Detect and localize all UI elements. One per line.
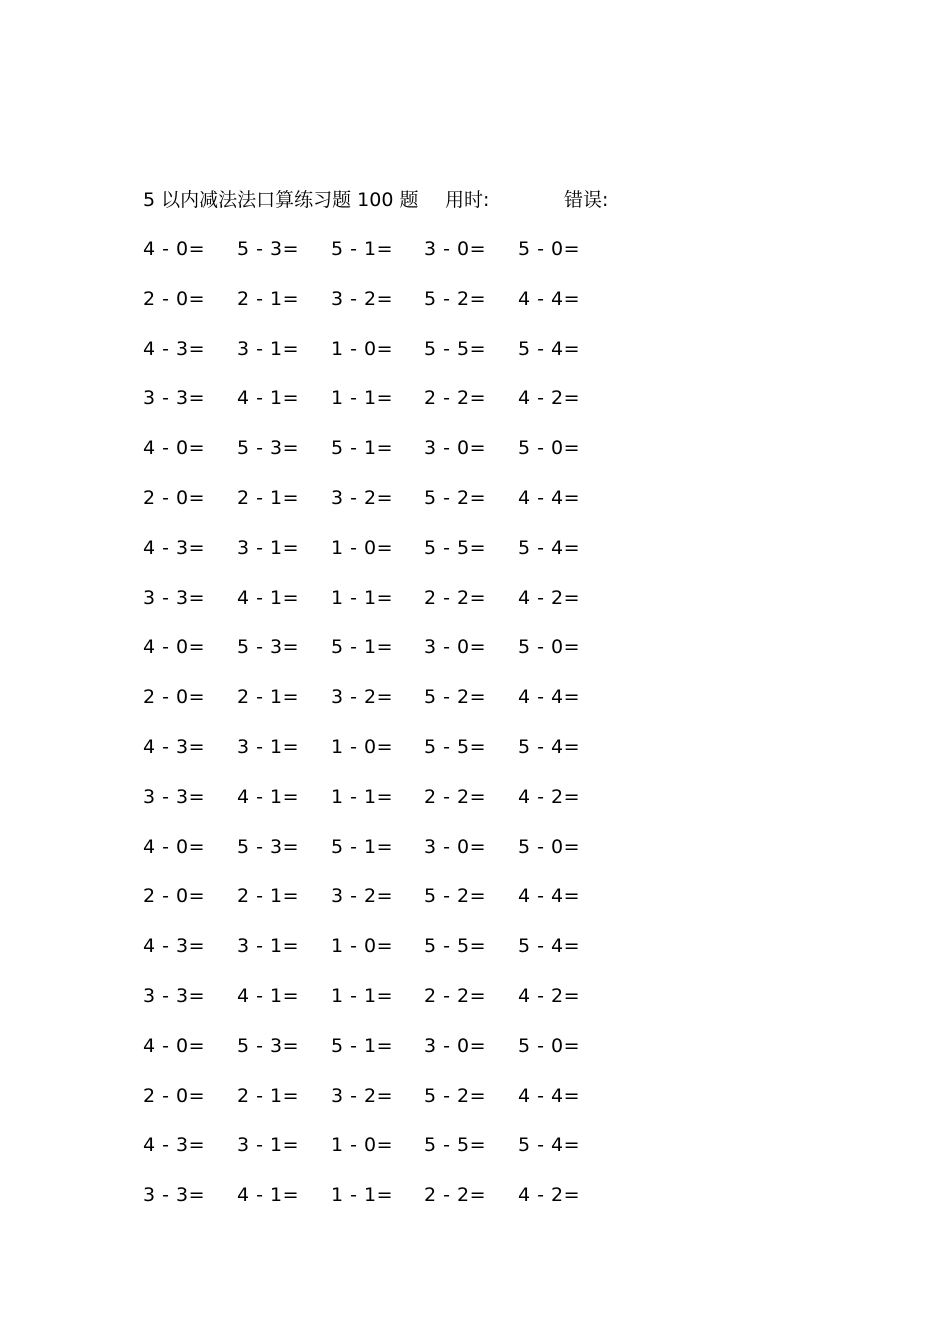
problem-item: 3 - 0=	[424, 238, 487, 260]
problem-item: 4 - 2=	[518, 387, 581, 410]
problem-item: 1 - 1=	[331, 984, 394, 1007]
problem-item: 3 - 0=	[424, 437, 487, 460]
problem-item: 1 - 1=	[331, 387, 394, 410]
problem-item: 5 - 3=	[237, 1034, 300, 1057]
problem-item: 2 - 1=	[237, 885, 300, 908]
problem-item: 4 - 1=	[237, 1184, 300, 1207]
problem-row	[143, 980, 663, 1030]
problem-item: 5 - 4=	[518, 935, 581, 958]
problem-item: 5 - 1=	[331, 238, 394, 260]
problem-item: 2 - 1=	[237, 1084, 300, 1107]
problem-item: 2 - 1=	[237, 486, 300, 509]
problem-item: 3 - 3=	[143, 586, 206, 609]
problem-row	[143, 532, 663, 582]
problem-row	[143, 631, 663, 681]
problem-item: 5 - 1=	[331, 835, 394, 858]
problem-item: 4 - 3=	[143, 536, 206, 559]
problem-item: 3 - 2=	[331, 486, 394, 509]
problem-item: 4 - 0=	[143, 437, 206, 460]
problem-item: 2 - 0=	[143, 486, 206, 509]
problem-item: 4 - 2=	[518, 586, 581, 609]
problem-item: 5 - 4=	[518, 735, 581, 758]
problem-item: 3 - 2=	[331, 686, 394, 709]
problem-item: 2 - 2=	[424, 785, 487, 808]
problem-item: 4 - 4=	[518, 287, 581, 310]
problem-item: 5 - 5=	[424, 337, 487, 360]
problem-item: 2 - 2=	[424, 984, 487, 1007]
problem-item: 5 - 0=	[518, 238, 581, 260]
problem-item: 4 - 4=	[518, 885, 581, 908]
problem-row	[143, 432, 663, 482]
problem-item: 4 - 0=	[143, 636, 206, 659]
problem-item: 3 - 1=	[237, 735, 300, 758]
problem-item: 3 - 0=	[424, 636, 487, 659]
problem-item: 4 - 1=	[237, 785, 300, 808]
problem-item: 1 - 0=	[331, 536, 394, 559]
problem-item: 2 - 2=	[424, 1184, 487, 1207]
problem-item: 5 - 3=	[237, 238, 300, 260]
problem-item: 1 - 0=	[331, 935, 394, 958]
problem-item: 3 - 1=	[237, 1134, 300, 1157]
problem-item: 4 - 3=	[143, 337, 206, 360]
problem-item: 4 - 3=	[143, 935, 206, 958]
problem-item: 5 - 0=	[518, 1034, 581, 1057]
problem-row	[143, 831, 663, 881]
problem-row	[143, 382, 663, 432]
problem-item: 5 - 5=	[424, 935, 487, 958]
problem-item: 1 - 1=	[331, 586, 394, 609]
problem-item: 5 - 4=	[518, 1134, 581, 1157]
problem-item: 5 - 2=	[424, 686, 487, 709]
problem-item: 3 - 2=	[331, 1084, 394, 1107]
problem-item: 5 - 1=	[331, 437, 394, 460]
problem-grid	[143, 233, 663, 1229]
worksheet-title: 5 以内减法法口算练习题 100 题	[143, 189, 419, 211]
time-label: 用时:	[445, 189, 490, 211]
problem-item: 5 - 1=	[331, 636, 394, 659]
problem-item: 3 - 2=	[331, 885, 394, 908]
problem-item: 3 - 0=	[424, 1034, 487, 1057]
problem-item: 4 - 1=	[237, 387, 300, 410]
problem-item: 5 - 2=	[424, 885, 487, 908]
problem-item: 5 - 0=	[518, 437, 581, 460]
problem-item: 4 - 4=	[518, 686, 581, 709]
problem-item: 1 - 0=	[331, 1134, 394, 1157]
problem-item: 5 - 5=	[424, 735, 487, 758]
problem-row	[143, 1030, 663, 1080]
problem-item: 5 - 3=	[237, 835, 300, 858]
problem-row	[143, 930, 663, 980]
problem-item: 3 - 1=	[237, 337, 300, 360]
problem-row	[143, 1179, 663, 1229]
problem-item: 5 - 2=	[424, 486, 487, 509]
errors-label: 错误:	[564, 189, 609, 211]
problem-item: 4 - 0=	[143, 835, 206, 858]
problem-row	[143, 482, 663, 532]
problem-row	[143, 582, 663, 632]
problem-item: 5 - 3=	[237, 636, 300, 659]
problem-row	[143, 1080, 663, 1130]
problem-item: 5 - 1=	[331, 1034, 394, 1057]
problem-item: 3 - 3=	[143, 785, 206, 808]
problem-item: 5 - 5=	[424, 1134, 487, 1157]
problem-row	[143, 283, 663, 333]
problem-row	[143, 681, 663, 731]
problem-item: 5 - 4=	[518, 337, 581, 360]
problem-item: 4 - 0=	[143, 238, 206, 260]
problem-item: 3 - 3=	[143, 1184, 206, 1207]
problem-row	[143, 781, 663, 831]
problem-item: 5 - 4=	[518, 536, 581, 559]
problem-item: 4 - 3=	[143, 1134, 206, 1157]
problem-item: 5 - 0=	[518, 835, 581, 858]
problem-row	[143, 233, 663, 283]
problem-item: 4 - 2=	[518, 785, 581, 808]
problem-item: 5 - 0=	[518, 636, 581, 659]
problem-item: 4 - 2=	[518, 984, 581, 1007]
problem-item: 1 - 1=	[331, 785, 394, 808]
problem-item: 1 - 0=	[331, 337, 394, 360]
problem-item: 4 - 1=	[237, 984, 300, 1007]
problem-item: 4 - 1=	[237, 586, 300, 609]
problem-item: 1 - 0=	[331, 735, 394, 758]
problem-item: 2 - 1=	[237, 287, 300, 310]
problem-row	[143, 731, 663, 781]
problem-item: 2 - 2=	[424, 586, 487, 609]
problem-item: 5 - 2=	[424, 1084, 487, 1107]
problem-row	[143, 333, 663, 383]
problem-item: 2 - 0=	[143, 287, 206, 310]
problem-item: 4 - 4=	[518, 1084, 581, 1107]
problem-item: 1 - 1=	[331, 1184, 394, 1207]
problem-item: 2 - 0=	[143, 885, 206, 908]
problem-item: 4 - 0=	[143, 1034, 206, 1057]
problem-row	[143, 880, 663, 930]
problem-item: 5 - 5=	[424, 536, 487, 559]
problem-item: 5 - 2=	[424, 287, 487, 310]
problem-item: 4 - 3=	[143, 735, 206, 758]
problem-item: 3 - 3=	[143, 387, 206, 410]
problem-item: 4 - 2=	[518, 1184, 581, 1207]
problem-item: 5 - 3=	[237, 437, 300, 460]
problem-item: 2 - 2=	[424, 387, 487, 410]
problem-item: 4 - 4=	[518, 486, 581, 509]
problem-item: 3 - 1=	[237, 536, 300, 559]
problem-item: 3 - 0=	[424, 835, 487, 858]
problem-item: 3 - 1=	[237, 935, 300, 958]
problem-item: 2 - 1=	[237, 686, 300, 709]
problem-item: 2 - 0=	[143, 686, 206, 709]
problem-item: 2 - 0=	[143, 1084, 206, 1107]
problem-item: 3 - 3=	[143, 984, 206, 1007]
problem-item: 3 - 2=	[331, 287, 394, 310]
problem-row	[143, 1129, 663, 1179]
